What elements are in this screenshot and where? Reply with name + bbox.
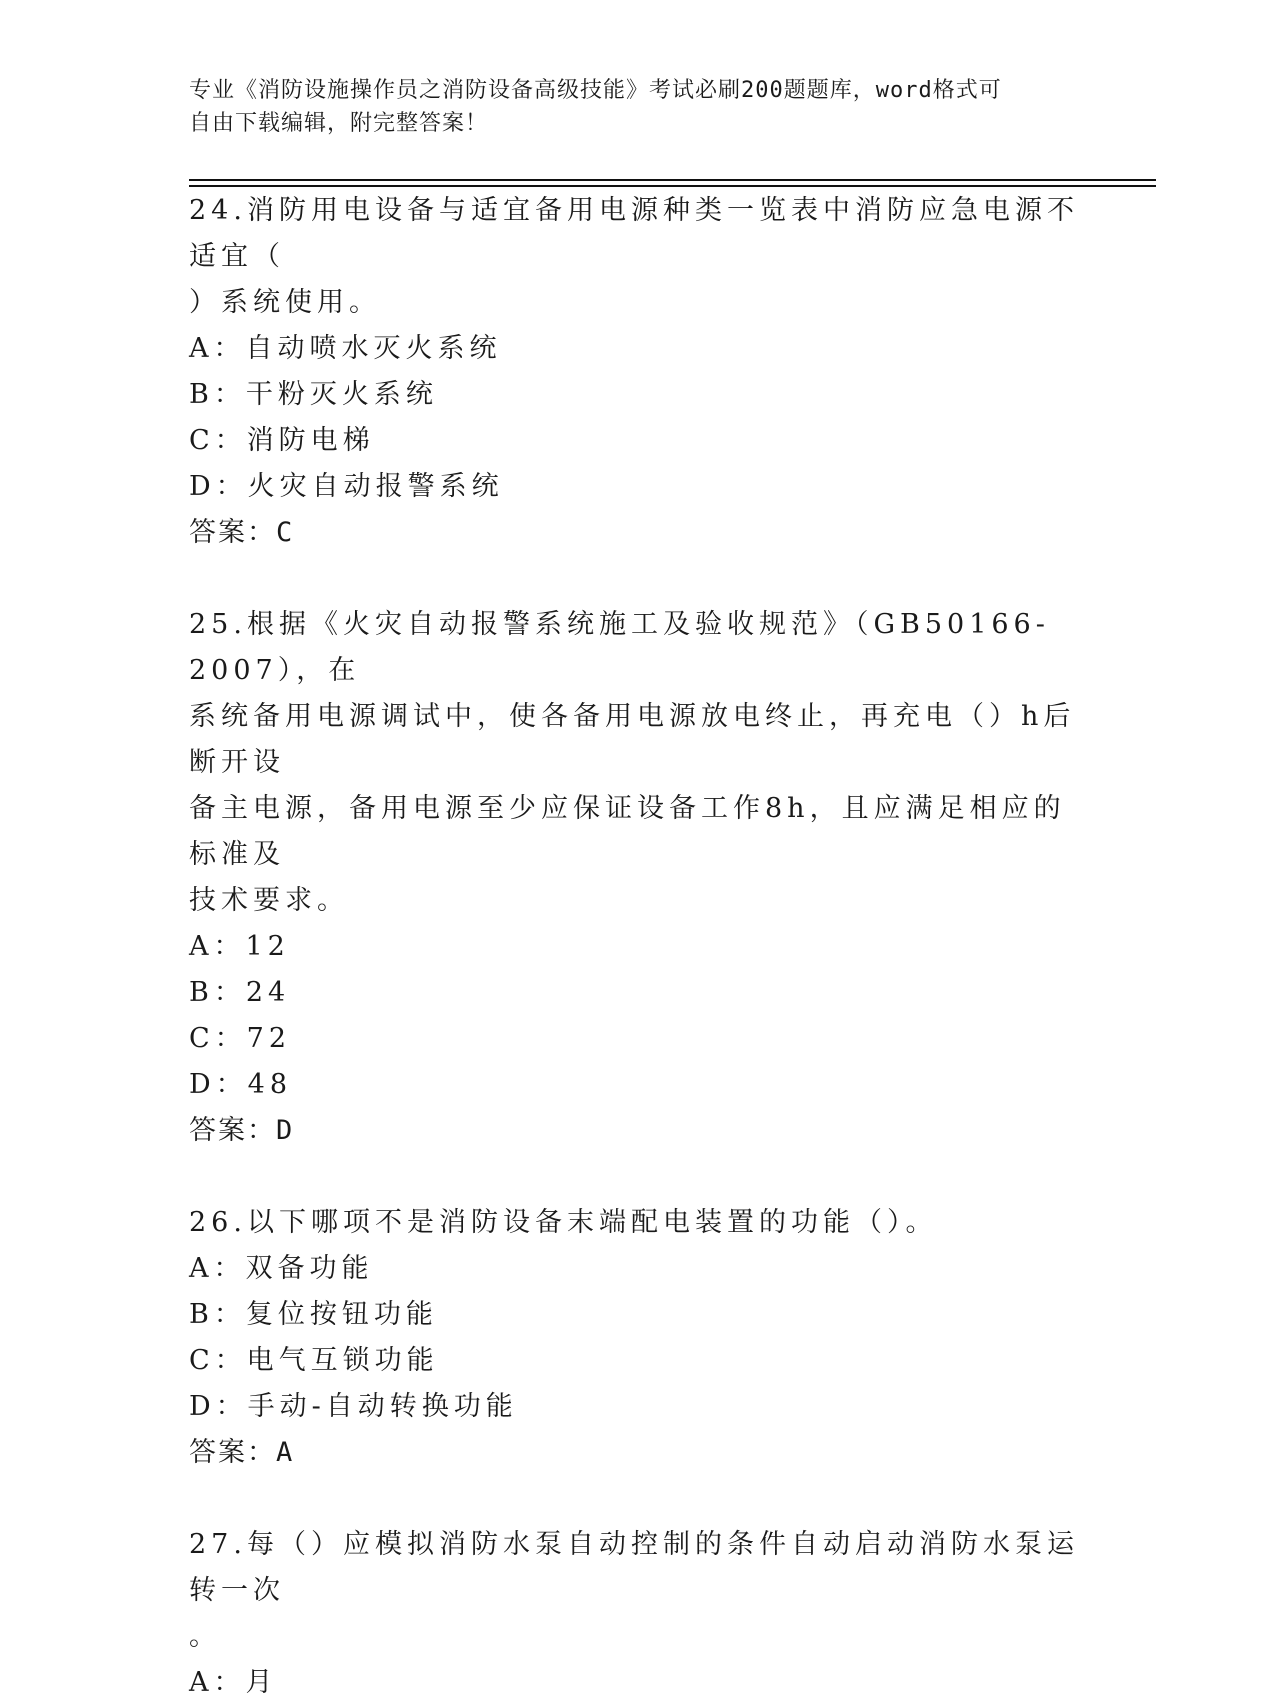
question-27 [189,1522,1089,1706]
question-text-line: 27.每（）应模拟消防水泵自动控制的条件自动启动消防水泵运转一次 [189,1529,1079,1606]
option-b: B：24 [189,977,291,1008]
option-d: D：手动-自动转换功能 [189,1391,518,1422]
question-spacer [189,556,1089,602]
question-spacer [189,1154,1089,1200]
header-divider-bottom [189,185,1156,187]
question-list [189,188,1089,1706]
option-a: A：自动喷水灭火系统 [189,333,502,364]
option-b: B：复位按钮功能 [189,1299,438,1330]
question-text-line: ）系统使用。 [189,287,381,318]
question-25 [189,602,1089,1154]
answer-line: 答案：A [189,1437,295,1468]
question-26 [189,1200,1089,1476]
question-text-line: 技术要求。 [189,885,349,916]
question-text-line: 24.消防用电设备与适宜备用电源种类一览表中消防应急电源不适宜（ [189,195,1079,272]
option-c: C：72 [189,1023,292,1054]
option-c: C：电气互锁功能 [189,1345,439,1376]
option-a: A：月 [189,1667,278,1698]
header-line-2: 自由下载编辑，附完整答案！ [189,111,489,136]
option-d: D：火灾自动报警系统 [189,471,504,502]
question-text-line: 25.根据《火灾自动报警系统施工及验收规范》（GB50166-2007），在 [189,609,1050,686]
question-24 [189,188,1089,556]
option-b: B：干粉灭火系统 [189,379,438,410]
question-text-line: 26.以下哪项不是消防设备末端配电装置的功能（）。 [189,1207,938,1238]
question-text-line: 系统备用电源调试中，使各备用电源放电终止，再充电（）h后断开设 [189,701,1076,778]
header-line-1: 专业《消防设施操作员之消防设备高级技能》考试必刷200题题库，word格式可 [189,78,1002,103]
question-text-line: 。 [189,1621,221,1652]
option-a: A：双备功能 [189,1253,374,1284]
option-d: D：48 [189,1069,293,1100]
header-divider-top [189,179,1156,181]
document-header [189,74,1089,140]
answer-line: 答案：C [189,517,295,548]
question-text-line: 备主电源，备用电源至少应保证设备工作8h，且应满足相应的标准及 [189,793,1066,870]
question-spacer [189,1476,1089,1522]
option-a: A：12 [189,931,290,962]
option-c: C：消防电梯 [189,425,375,456]
answer-line: 答案：D [189,1115,295,1146]
